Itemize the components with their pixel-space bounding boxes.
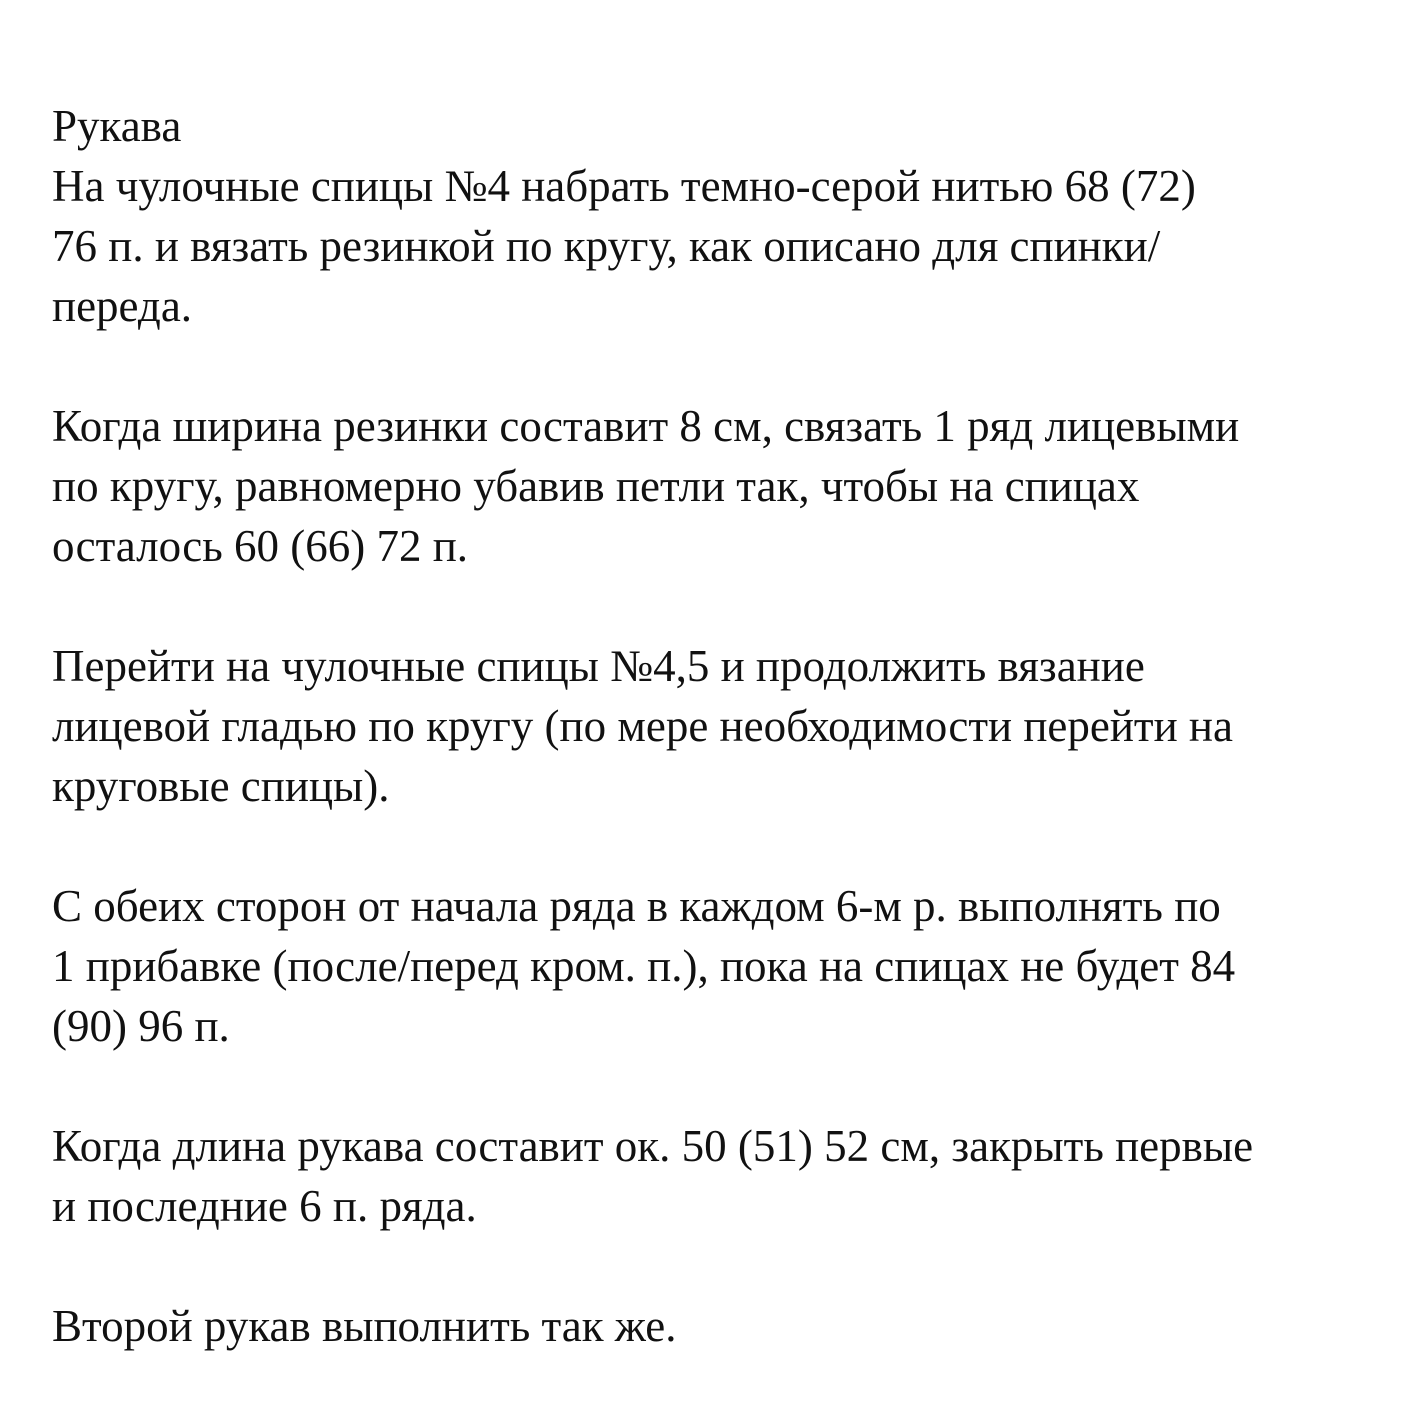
paragraph-5-line-2: и последние 6 п. ряда. xyxy=(52,1181,477,1231)
paragraph-3 xyxy=(52,636,1392,816)
paragraph-2-line-3: осталось 60 (66) 72 п. xyxy=(52,521,469,571)
paragraph-3-line-1: Перейти на чулочные спицы №4,5 и продолжить вязание xyxy=(52,641,1145,691)
paragraph-3-line-3: круговые спицы). xyxy=(52,761,390,811)
paragraph-4 xyxy=(52,876,1392,1056)
paragraph-gap xyxy=(52,336,1392,396)
paragraph-3-line-2: лицевой гладью по кругу (по мере необходимости перейти на xyxy=(52,701,1233,751)
paragraph-1-line-2: 76 п. и вязать резинкой по кругу, как описано для спинки/ xyxy=(52,221,1161,271)
paragraph-4-line-1: С обеих сторон от начала ряда в каждом 6-м р. выполнять по xyxy=(52,881,1221,931)
paragraph-2-line-2: по кругу, равномерно убавив петли так, чтобы на спицах xyxy=(52,461,1140,511)
paragraph-4-line-3: (90) 96 п. xyxy=(52,1001,230,1051)
document-page xyxy=(52,96,1392,1416)
paragraph-6-line-1: Второй рукав выполнить так же. xyxy=(52,1301,677,1351)
paragraph-2-line-1: Когда ширина резинки составит 8 см, связать 1 ряд лицевыми xyxy=(52,401,1240,451)
paragraph-1-line-1: На чулочные спицы №4 набрать темно-серой нитью 68 (72) xyxy=(52,161,1196,211)
paragraph-2 xyxy=(52,396,1392,576)
paragraph-6 xyxy=(52,1296,1392,1356)
paragraph-1-line-3: переда. xyxy=(52,281,193,331)
section-block xyxy=(52,96,1392,336)
paragraph-4-line-2: 1 прибавке (после/перед кром. п.), пока на спицах не будет 84 xyxy=(52,941,1236,991)
paragraph-5 xyxy=(52,1116,1392,1236)
document-title: Рукава xyxy=(52,101,182,151)
paragraph-5-line-1: Когда длина рукава составит ок. 50 (51) 52 см, закрыть первые xyxy=(52,1121,1254,1171)
